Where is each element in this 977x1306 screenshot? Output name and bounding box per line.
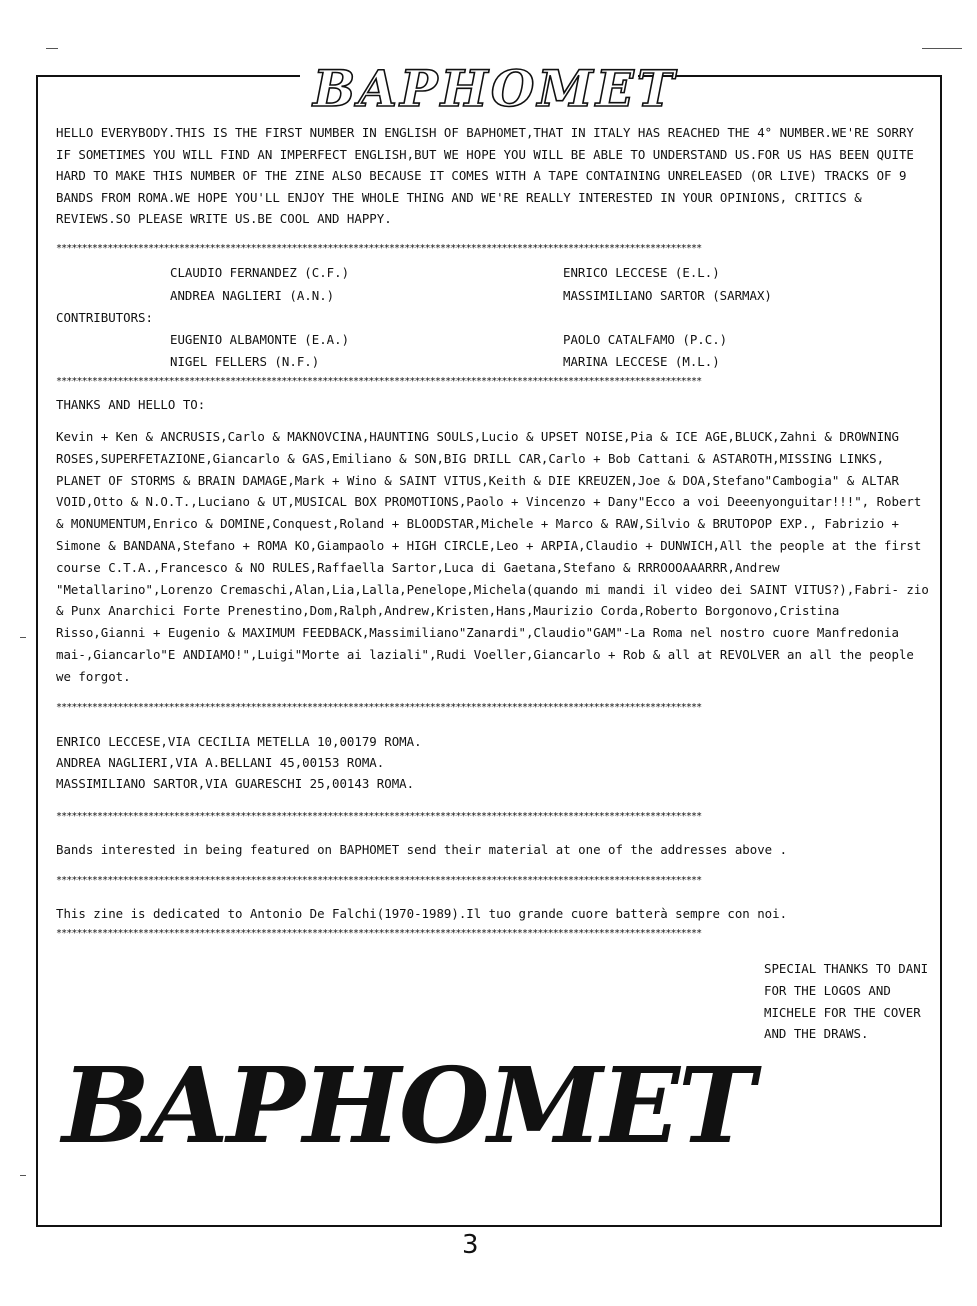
- contributors-label: CONTRIBUTORS:: [56, 310, 153, 325]
- scan-speck: [922, 48, 962, 49]
- header-logo-text: BAPHOMET: [313, 59, 678, 118]
- separator: ******************************************************************************************************************************: [56, 702, 702, 713]
- bands-note: Bands interested in being featured on BAPHOMET send their material at one of the addresses above .: [56, 842, 788, 857]
- scan-speck: [46, 48, 58, 49]
- footer-logo: [56, 1030, 754, 1170]
- intro-paragraph: HELLO EVERYBODY.THIS IS THE FIRST NUMBER IN ENGLISH OF BAPHOMET,THAT IN ITALY HAS REACHED THE 4° NUMBER.WE'RE SORRY IF SOMETIMES YOU WILL FIND AN IMPERFECT ENGLISH,BUT WE HOPE YOU WILL BE ABLE TO UNDERSTAND US.FOR US HAS BEEN QUITE HARD TO MAKE THIS NUMBER OF THE ZINE ALSO BECAUSE IT COMES WITH A TAPE CONTAINING UNRELEASED (OR LIVE) TRACKS OF 9 BANDS FROM ROMA.WE HOPE YOU'LL ENJOY THE WHOLE THING AND WE'RE REALLY INTERESTED IN YOUR OPINIONS, CRITICS & REVIEWS.SO PLEASE WRITE US.BE COOL AND HAPPY.: [56, 125, 922, 227]
- thanks-body: Kevin + Ken & ANCRUSIS,Carlo & MAKNOVCINA,HAUNTING SOULS,Lucio & UPSET NOISE,Pia & ICE AGE,BLUCK,Zahni & DROWNING ROSES,SUPERFETAZIONE,Giancarlo & GAS,Emiliano & SON,BIG DRILL CAR,Carlo + Bob Cattani & ASTAROTH,MISSING LINKS, PLANET OF STORMS & BRAIN DAMAGE,Mark + Wino & SAINT VITUS,Keith & DIE KREUZEN,Joe & DOA,Stefano"Cambogia" & ALTAR VOID,Otto & N.O.T.,Luciano & UT,MUSICAL BOX PROMOTIONS,Paolo + Vincenzo + Dany"Ecco a voi Deeenyonguitar!!!", Robert & MONUMENTUM,Enrico & DOMINE,Conquest,Roland + BLOODSTAR,Michele + Marco & RAW,Silvio & BRUTOPOP EXP., Fabrizio + Simone & BANDANA,Stefano + ROMA KO,Giampaolo + HIGH CIRCLE,Leo + ARPIA,Claudio + DUNWICH,All the people at the first course C.T.A.,Francesco & NO RULES,Raffaella Sartor,Luca di Gaetana,Stefano & RRROOOAAARRR,Andrew "Metallarino",Lorenzo Cremaschi,Alan,Lia,Lalla,Penelope,Michela(quando mi mandi il video dei SAINT VITUS?),Fabri- zio & Punx Anarchici Forte Prenestino,Dom,Ralph,Andrew,Kristen,Hans,Maurizio Corda,Roberto Borgonovo,Cristina Risso,Gianni + Eugenio & MAXIMUM FEEDBACK,Massimiliano"Zanardi",Claudio"GAM"-La Roma nel nostro cuore Manfredonia mai-,Giancarlo"E ANDIAMO!",Luigi"Morte ai laziali",Rudi Voeller,Giancarlo + Rob & all at REVOLVER an all the people we forgot.: [56, 429, 937, 684]
- separator: ******************************************************************************************************************************: [56, 376, 702, 387]
- footer-logo-text: BAPHOMET: [62, 1044, 754, 1167]
- editor-name: ENRICO LECCESE (E.L.): [563, 265, 720, 280]
- contributor-name: MARINA LECCESE (M.L.): [563, 354, 720, 369]
- contributor-name: NIGEL FELLERS (N.F.): [170, 354, 320, 369]
- separator: ******************************************************************************************************************************: [56, 875, 702, 886]
- editor-name: MASSIMILIANO SARTOR (SARMAX): [563, 288, 772, 303]
- editor-name: CLAUDIO FERNANDEZ (C.F.): [170, 265, 350, 280]
- contributor-name: PAOLO CATALFAMO (P.C.): [563, 332, 728, 347]
- address-line: ENRICO LECCESE,VIA CECILIA METELLA 10,00179 ROMA.: [56, 734, 422, 749]
- separator: ******************************************************************************************************************************: [56, 243, 702, 254]
- page-number: 3: [462, 1230, 479, 1260]
- separator: ******************************************************************************************************************************: [56, 811, 702, 822]
- editor-name: ANDREA NAGLIERI (A.N.): [170, 288, 335, 303]
- header-logo: [305, 52, 678, 122]
- separator: ******************************************************************************************************************************: [56, 928, 702, 939]
- thanks-heading: THANKS AND HELLO TO:: [56, 397, 206, 412]
- address-line: ANDREA NAGLIERI,VIA A.BELLANI 45,00153 ROMA.: [56, 755, 385, 770]
- address-line: MASSIMILIANO SARTOR,VIA GUARESCHI 25,00143 ROMA.: [56, 776, 415, 791]
- contributor-name: EUGENIO ALBAMONTE (E.A.): [170, 332, 350, 347]
- dedication: This zine is dedicated to Antonio De Falchi(1970-1989).Il tuo grande cuore batterà sempre con noi.: [56, 906, 788, 921]
- scan-speck: [20, 1175, 26, 1176]
- special-thanks: SPECIAL THANKS TO DANI FOR THE LOGOS AND MICHELE FOR THE COVER AND THE DRAWS.: [764, 961, 936, 1042]
- scan-speck: [20, 637, 26, 638]
